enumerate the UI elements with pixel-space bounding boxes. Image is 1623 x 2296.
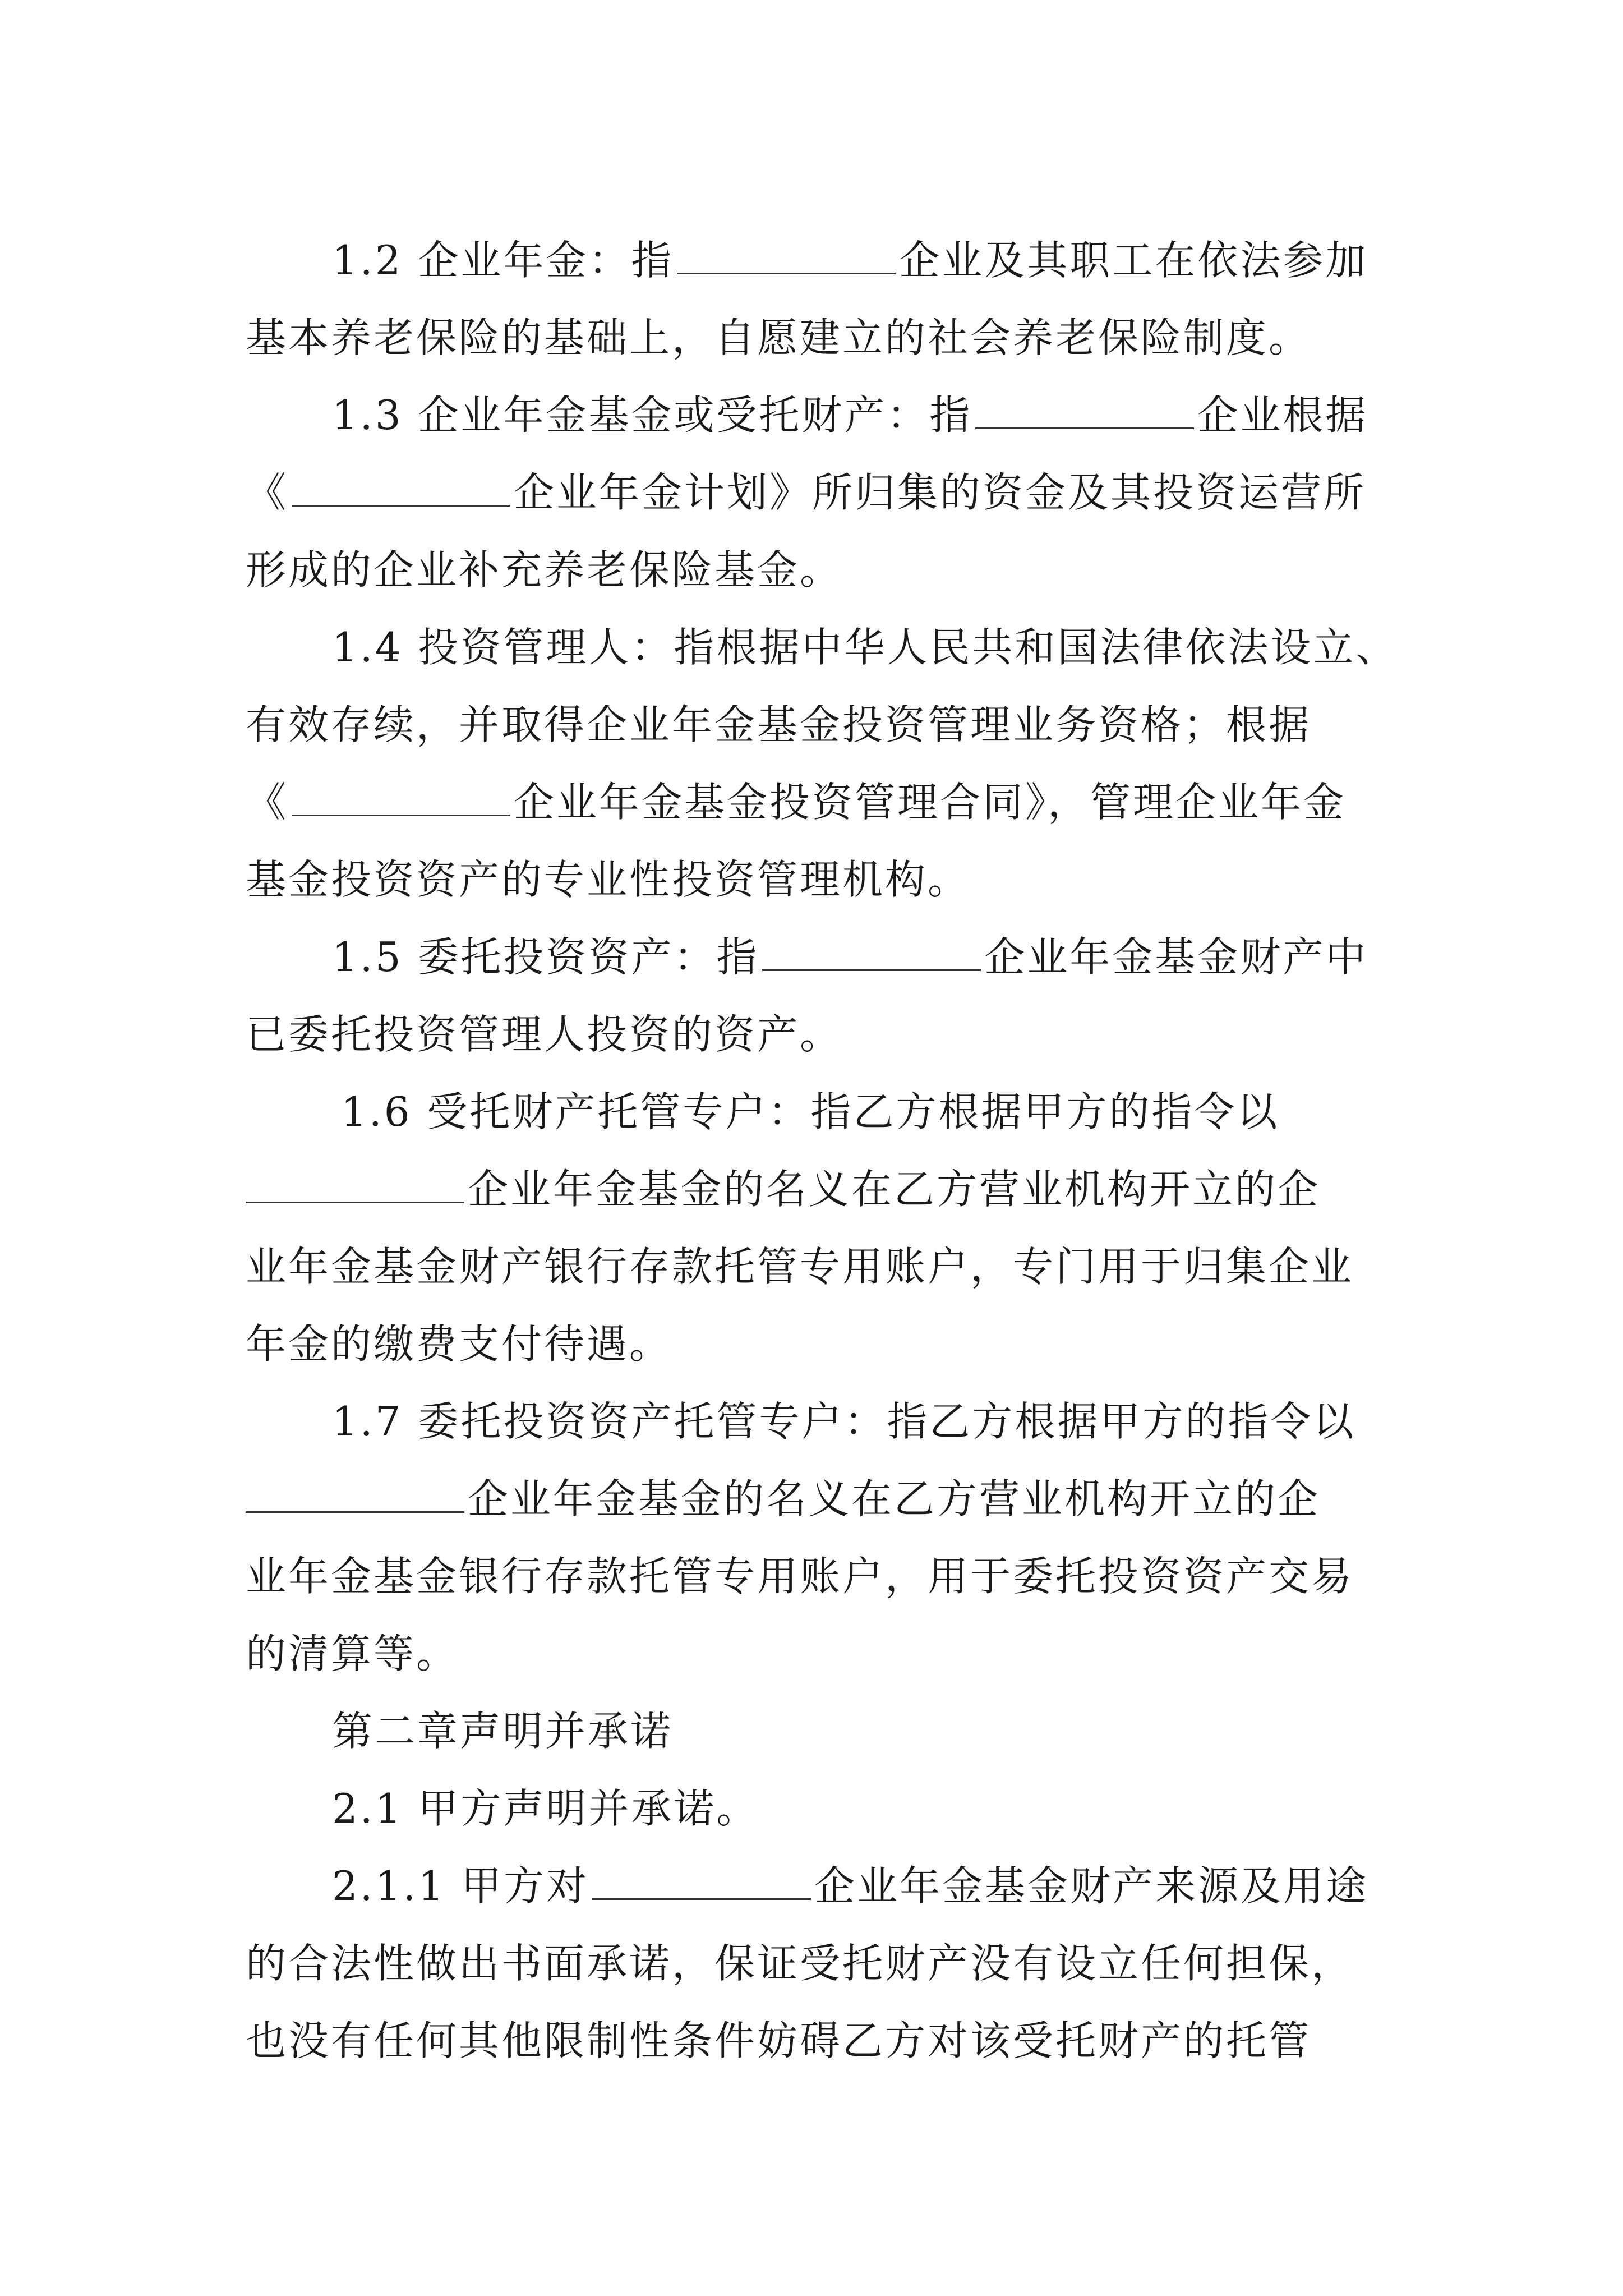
text-segment: 《: [246, 779, 289, 826]
fill-in-blank: [762, 932, 981, 971]
text-segment: 企业年金基金财产来源及用途: [814, 1862, 1369, 1910]
text-segment: 的清算等。: [246, 1630, 459, 1677]
paragraph-line: [246, 1847, 1390, 1925]
paragraph-line: [246, 1073, 1390, 1151]
text-segment: 业年金基金财产银行存款托管专用账户，专门用于归集企业: [246, 1243, 1354, 1290]
section-heading: [246, 1770, 1390, 1847]
text-segment: 有效存续，并取得企业年金基金投资管理业务资格；根据: [246, 701, 1312, 748]
fill-in-blank: [246, 1474, 464, 1513]
paragraph-line: [246, 222, 1390, 299]
text-segment: 1.7 委托投资资产托管专户：指乙方根据甲方的指令以: [332, 1398, 1356, 1445]
text-segment: 已委托投资管理人投资的资产。: [246, 1011, 843, 1058]
text-segment: 2.1.1 甲方对: [332, 1862, 589, 1910]
paragraph-line: [246, 1305, 1390, 1383]
paragraph-line: [246, 686, 1390, 763]
text-segment: 企业年金计划》所归集的资金及其投资运营所: [514, 469, 1367, 516]
fill-in-blank: [975, 390, 1194, 429]
text-segment: 业年金基金银行存款托管专用账户，用于委托投资资产交易: [246, 1553, 1354, 1600]
text-segment: 1.6 受托财产托管专户：指乙方根据甲方的指令以: [341, 1088, 1280, 1135]
paragraph-line: [246, 2002, 1390, 2079]
text-segment: 企业根据: [1197, 392, 1368, 439]
paragraph-line: [246, 1228, 1390, 1305]
text-segment: 形成的企业补充养老保险基金。: [246, 546, 843, 593]
fill-in-blank: [292, 468, 510, 507]
text-segment: 1.3 企业年金基金或受托财产：指: [332, 392, 972, 439]
paragraph-line: [246, 1615, 1390, 1692]
paragraph-line: [246, 531, 1390, 609]
paragraph-line: [246, 609, 1399, 686]
paragraph-line: [246, 454, 1390, 531]
text-segment: 企业年金基金的名义在乙方营业机构开立的企: [468, 1166, 1321, 1213]
fill-in-blank: [592, 1861, 811, 1900]
text-segment: 1.5 委托投资资产：指: [332, 933, 759, 981]
document-body: [246, 222, 1399, 2079]
text-segment: 第二章声明并承诺: [332, 1708, 674, 1755]
text-segment: 基本养老保险的基础上，自愿建立的社会养老保险制度。: [246, 314, 1312, 361]
paragraph-line: [246, 763, 1390, 841]
paragraph-line: [246, 1538, 1390, 1615]
paragraph-line: [246, 996, 1390, 1073]
text-segment: 企业及其职工在依法参加: [899, 237, 1368, 284]
text-segment: 1.4 投资管理人：指根据中华人民共和国法律依法设立、: [332, 624, 1399, 671]
text-segment: 也没有任何其他限制性条件妨碍乙方对该受托财产的托管: [246, 2017, 1312, 2064]
paragraph-line: [246, 1383, 1390, 1460]
fill-in-blank: [677, 236, 896, 274]
text-segment: 2.1 甲方声明并承诺。: [332, 1785, 759, 1832]
paragraph-line: [246, 1151, 1390, 1228]
text-segment: 的合法性做出书面承诺，保证受托财产没有设立任何担保，: [246, 1940, 1354, 1987]
text-segment: 1.2 企业年金：指: [332, 237, 674, 284]
fill-in-blank: [246, 1165, 464, 1203]
fill-in-blank: [292, 777, 510, 816]
paragraph-line: [246, 376, 1390, 454]
paragraph-line: [246, 918, 1390, 996]
text-segment: 企业年金基金的名义在乙方营业机构开立的企: [468, 1475, 1321, 1522]
text-segment: 企业年金基金财产中: [984, 933, 1368, 981]
text-segment: 基金投资资产的专业性投资管理机构。: [246, 856, 971, 903]
text-segment: 企业年金基金投资管理合同》，管理企业年金: [514, 779, 1347, 826]
paragraph-line: [246, 299, 1390, 376]
text-segment: 《: [246, 469, 289, 516]
paragraph-line: [246, 841, 1390, 918]
paragraph-line: [246, 1460, 1390, 1538]
chapter-heading: [246, 1692, 1390, 1770]
paragraph-line: [246, 1925, 1390, 2002]
text-segment: 年金的缴费支付待遇。: [246, 1320, 672, 1368]
